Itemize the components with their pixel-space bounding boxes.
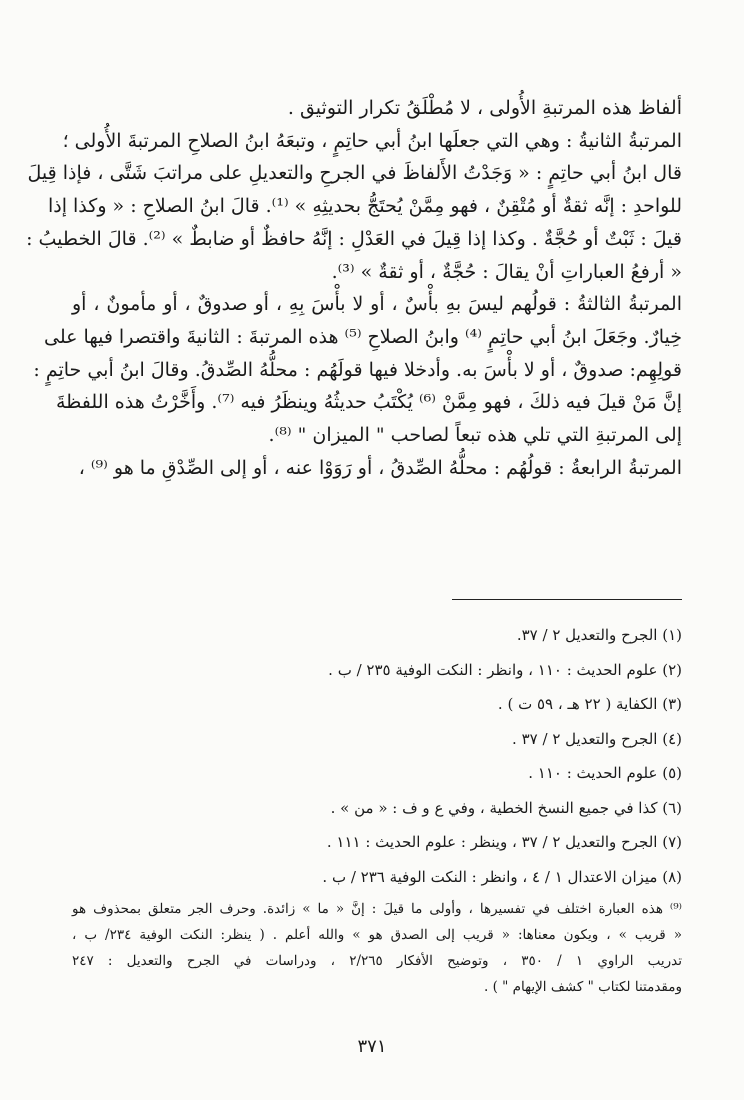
main-text [26, 92, 682, 484]
body-line-9: قولِهِم: صدوقٌ ، أو لا بأْسَ به. وأدخلا فيها قولَهُم : محلُّهُ الصِّدقُ. وقالَ ابنُ أبي حاتِمٍ : [33, 358, 682, 381]
body-line-1: ألفاظ هذه المرتبةِ الأُولى ، لا مُطْلَقُ تكرار التوثيق . [287, 97, 682, 119]
footnote-9-line-2: « قريب » ، ويكون معناها: « قريب إلى الصدق هو » والله أعلم . ( ينظر: النكت الوفية ٢٣٤/ ب ، [72, 927, 683, 943]
footnote-9-line-3: تدريب الراوي ١ / ٣٥٠ ، وتوضيح الأفكار ٢/٢٦٥ ، ودراسات في الجرح والتعديل : ٢٤٧ [72, 953, 682, 969]
footnote-7: (٧) الجرح والتعديل ٢ / ٣٧ ، وينظر : علوم الحديث : ١١١ . [326, 833, 682, 851]
footnote-6: (٦) كذا في جميع النسخ الخطية ، وفي ع و ف : « من » . [330, 798, 682, 817]
page-number: ٣٧١ [357, 1036, 387, 1057]
footnote-2: (٢) علوم الحديث : ١١٠ ، وانظر : النكت الوفية ٢٣٥ / ب . [328, 660, 682, 679]
body-line-8: خِيارٌ. وجَعَلَ ابنُ أبي حاتِمٍ ⁽⁴⁾ وابنُ الصلاحِ ⁽⁵⁾ هذه المرتبةَ : الثانيةَ واقتصرا فيها على [44, 325, 682, 348]
body-line-7: المرتبةُ الثالثةُ : قولُهم ليسَ بهِ بأْسٌ ، أو لا بأْسَ بِهِ ، أو صدوقٌ ، أو مأمونٌ ، أو [72, 293, 682, 316]
footnote-3: (٣) الكفاية ( ٢٢ هـ ، ٥٩ ت ) . [497, 695, 682, 713]
body-line-5: قيلَ : ثَبْتٌ أو حُجَّةٌ . وكذا إذا قِيلَ في العَدْلِ : إنَّهُ حافظٌ أو ضابطٌ » ⁽²⁾. قالَ الخطيبُ : [26, 227, 682, 250]
body-line-11: إلى المرتبةِ التي تلي هذه تبعاً لصاحب " الميزان " ⁽⁸⁾. [268, 424, 682, 447]
body-line-12: المرتبةُ الرابعةُ : قولُهُم : محلُّهُ الصِّدقُ ، أو رَوَوْا عنه ، أو إلى الصِّدْقِ ما هو ⁽⁹⁾ ، [78, 456, 682, 479]
footnote-1: (١) الجرح والتعديل ٢ / ٣٧. [516, 626, 682, 644]
body-line-10: إنَّ مَنْ قيلَ فيه ذلكَ ، فهو مِمَّنْ ⁽⁶⁾ يُكْتَبُ حديثُهُ وينظَرُ فيه ⁽⁷⁾. وأَخَّرْتُ هذه اللفظةَ [56, 391, 682, 414]
footnote-4: (٤) الجرح والتعديل ٢ / ٣٧ . [512, 729, 682, 748]
footnote-5: (٥) علوم الحديث : ١١٠ . [528, 764, 682, 782]
body-line-4: للواحدِ : إنَّه ثقةٌ أو مُتْقِنٌ ، فهو مِمَّنْ يُحتَجُّ بحديثِهِ » ⁽¹⁾. قالَ ابنُ الصلاحِ : « وكذا إذا [47, 195, 682, 218]
footnotes [72, 618, 682, 1000]
footnote-8: (٨) ميزان الاعتدال ١ / ٤ ، وانظر : النكت الوفية ٢٣٦ / ب . [322, 867, 682, 886]
footnote-divider [452, 599, 682, 600]
footnote-9-line-1: ⁽⁹⁾ هذه العبارة اختلف في تفسيرها ، وأولى ما قيلَ : إنَّ « ما » زائدة. وحرف الجر متعلق بمحذوف هو [72, 901, 682, 917]
body-line-3: قال ابنُ أبي حاتِمٍ : « وَجَدْتُ الأَلفاظَ في الجرحِ والتعديلِ على مراتبَ شَتَّى ، فإذا قِيلَ [27, 162, 682, 185]
footnote-9-line-4: ومقدمتنا لكتاب " كشف الإيهام " ) . [484, 979, 682, 995]
body-line-2: المرتبةُ الثانيةُ : وهي التي جعلَها ابنُ أبي حاتِمٍ ، وتبعَهُ ابنُ الصلاحِ المرتبةَ الأُولى ؛ [62, 129, 682, 152]
body-line-6: « أرفعُ العباراتِ أنْ يقالَ : حُجَّةٌ ، أو ثقةٌ » ⁽³⁾. [331, 260, 682, 283]
